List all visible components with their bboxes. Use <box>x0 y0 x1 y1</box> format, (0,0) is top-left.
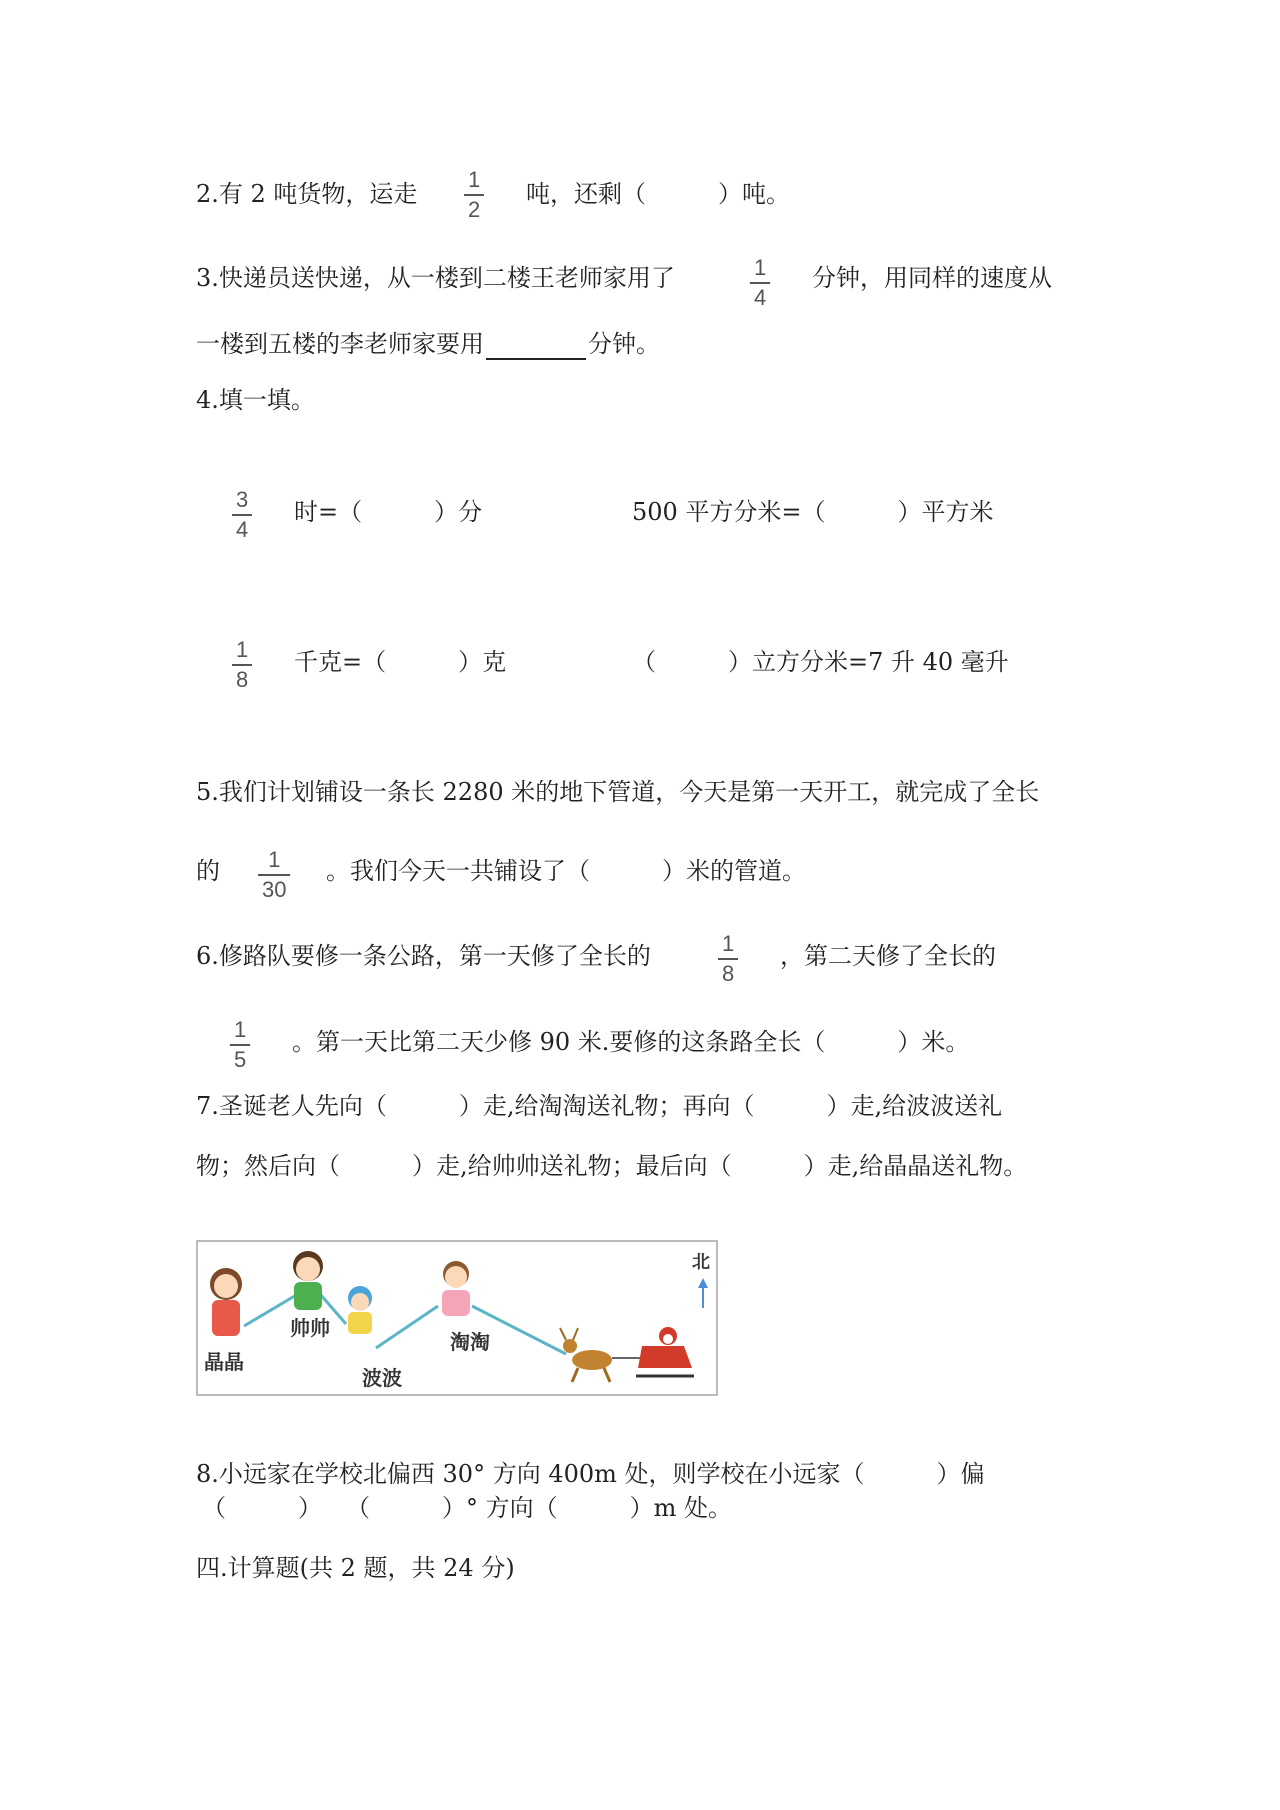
q5-fraction: 1 30 <box>258 848 290 902</box>
q3-text-b: 分钟，用同样的速度从 <box>812 264 1052 292</box>
q4-item1-fraction: 3 4 <box>232 488 252 542</box>
path-bobo-taotao <box>376 1306 438 1348</box>
q3-line2-b: 分钟。 <box>588 330 660 358</box>
section4-title: 四.计算题(共 2 题，共 24 分) <box>196 1554 515 1582</box>
north-arrow-head <box>698 1278 708 1288</box>
q2-text-b: 吨，还剩（ ）吨。 <box>526 180 790 208</box>
q3-line2-a: 一楼到五楼的李老师家要用 <box>196 330 484 358</box>
label-taotao: 淘淘 <box>450 1330 490 1354</box>
q5-line1: 5.我们计划铺设一条长 2280 米的地下管道，今天是第一天开工，就完成了全长 <box>196 778 1040 806</box>
label-north: 北 <box>692 1252 710 1273</box>
q6-text-c: 。第一天比第二天少修 90 米.要修的这条路全长（ ）米。 <box>292 1028 970 1056</box>
q6-text-a: 6.修路队要修一条公路，第一天修了全长的 <box>196 942 651 970</box>
q8-line2: （ ） （ ）° 方向（ ）m 处。 <box>202 1494 733 1522</box>
q3-answer-blank[interactable] <box>486 336 586 360</box>
q6-fraction-2: 1 5 <box>230 1018 250 1072</box>
q7-line1: 7.圣诞老人先向（ ）走,给淘淘送礼物；再向（ ）走,给波波送礼 <box>196 1092 1003 1120</box>
bobo-figure <box>348 1286 372 1334</box>
taotao-figure <box>442 1261 470 1316</box>
q4-item2-text: 500 平方分米=（ ）平方米 <box>632 498 994 526</box>
label-bobo: 波波 <box>362 1366 402 1390</box>
route-lines <box>198 1242 716 1394</box>
route-figure <box>196 1240 718 1396</box>
q2-text-a: 2.有 2 吨货物，运走 <box>196 180 418 208</box>
q6-text-b: ，第二天修了全长的 <box>780 942 996 970</box>
label-shuaishuai: 帅帅 <box>290 1316 330 1340</box>
q3-fraction: 1 4 <box>750 256 770 310</box>
q4-item3-text: 千克=（ ）克 <box>294 648 507 676</box>
q2-line <box>196 178 417 210</box>
q4-item3-fraction: 1 8 <box>232 638 252 692</box>
q4-title: 4.填一填。 <box>196 386 315 414</box>
q7-line2: 物；然后向（ ）走,给帅帅送礼物；最后向（ ）走,给晶晶送礼物。 <box>196 1152 1028 1180</box>
label-jingjing: 晶晶 <box>204 1350 244 1374</box>
q2-fraction: 1 2 <box>464 168 484 222</box>
q4-item4-text: （ ）立方分米=7 升 40 毫升 <box>632 648 1009 676</box>
q5-line2-a: 的 <box>196 857 220 885</box>
q3-line2 <box>196 328 660 360</box>
q5-line2-b: 。我们今天一共铺设了（ ）米的管道。 <box>326 857 806 885</box>
q6-fraction-1: 1 8 <box>718 932 738 986</box>
jingjing-figure <box>210 1268 242 1336</box>
q4-item1-text: 时=（ ）分 <box>294 498 483 526</box>
q3-text-a: 3.快递员送快递，从一楼到二楼王老师家用了 <box>196 264 675 292</box>
sleigh-figure <box>560 1327 694 1382</box>
shuaishuai-figure <box>293 1251 323 1310</box>
q8-line1: 8.小远家在学校北偏西 30° 方向 400m 处，则学校在小远家（ ）偏 <box>196 1460 985 1488</box>
